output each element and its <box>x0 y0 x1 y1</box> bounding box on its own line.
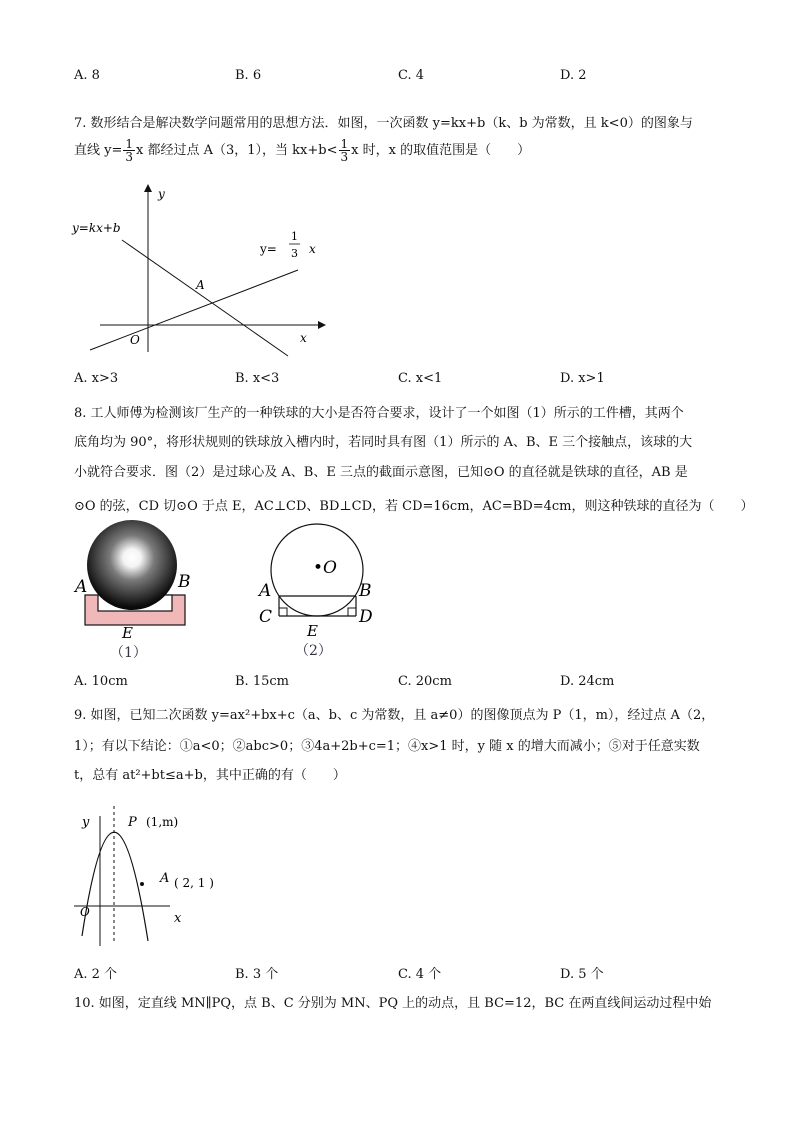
q7-option-d: D. x>1 <box>560 371 605 386</box>
fig2-label-e: E <box>307 622 318 640</box>
fig2-label-c: C <box>259 607 273 627</box>
right-angle-c <box>279 608 287 616</box>
q7-third-x-den: 3 <box>291 247 298 260</box>
q9-point-a-coord: ( 2, 1 ) <box>174 876 214 890</box>
q7-graph <box>60 180 340 360</box>
q7-point-a-label: A <box>196 278 205 292</box>
q9-graph <box>70 796 310 956</box>
q7-origin-label: O <box>130 333 140 347</box>
q6-option-b: B. 6 <box>235 68 262 83</box>
q10-text-line1: 10. 如图，定直线 MN∥PQ，点 B、C 分别为 MN、PQ 上的动点，且 BC=12，BC 在两直线间运动过程中始 <box>74 996 712 1011</box>
fig1-label-e: E <box>122 624 133 642</box>
fig2-caption: （2） <box>295 643 332 659</box>
q8-text-line2: 底角均为 90°，将形状规则的铁球放入槽内时，若同时具有图（1）所示的 A、B、E 三个接触点，该球的大 <box>74 435 693 450</box>
q7-third-x-label-b: x <box>309 242 316 256</box>
fraction-one-third: $\frac{1}{3}$ <box>125 137 134 164</box>
q7-third-x-num: 1 <box>291 230 298 243</box>
fig1-label-b: B <box>178 572 191 592</box>
q7-option-a: A. x>3 <box>74 371 119 386</box>
fig2-label-o: •O <box>313 558 337 578</box>
q9-point-p-coord: (1,m) <box>146 815 179 829</box>
q7-text-line1: 7. 数形结合是解决数学问题常用的思想方法．如图，一次函数 y=kx+b（k、b 为常数，且 k<0）的图象与 <box>74 116 693 131</box>
q7-x-label: x <box>300 331 307 345</box>
q8-option-d: D. 24cm <box>560 674 615 689</box>
q9-parabola <box>82 832 148 941</box>
q7-option-b: B. x<3 <box>235 371 280 386</box>
q8-option-c: C. 20cm <box>398 674 452 689</box>
q6-option-c: C. 4 <box>398 68 425 83</box>
q9-option-a: A. 2 个 <box>74 967 118 982</box>
q7-line-kx-b <box>122 240 288 356</box>
q8-text-line4: ⊙O 的弦，CD 切⊙O 于点 E，AC⊥CD、BD⊥CD，若 CD=16cm，AC=BD=4cm，则这种铁球的直径为（ ） <box>74 499 754 514</box>
iron-ball <box>87 520 177 610</box>
q8-text-line1: 8. 工人师傅为检测该厂生产的一种铁球的大小是否符合要求，设计了一个如图（1）所示的工件槽，其两个 <box>74 406 684 421</box>
fig1-label-a: A <box>75 577 88 597</box>
q9-point-p-label: P <box>128 815 137 830</box>
q7-third-x-label-a: y= <box>260 242 277 256</box>
q8-option-a: A. 10cm <box>74 674 128 689</box>
q9-point-a-label: A <box>160 871 170 886</box>
fig2-label-a: A <box>259 581 272 601</box>
q9-option-d: D. 5 个 <box>560 967 604 982</box>
fig1-caption: （1） <box>110 645 147 661</box>
fraction-one-third-2: $\frac{1}{3}$ <box>340 137 349 164</box>
fig2-label-b: B <box>359 581 372 601</box>
q7-line-third-x <box>90 270 298 350</box>
q7-text-line2: 直线 y= $\frac{1}{3}$ x 都经过点 A（3，1），当 kx+b< $\frac{1}{3}$ x 时，x 的取值范围是（ ） <box>74 137 531 164</box>
q7-option-c: C. x<1 <box>398 371 443 386</box>
fig2-label-d: D <box>359 607 373 627</box>
q8-figure-2 <box>255 518 385 663</box>
q9-text-line3: t，总有 at²+bt≤a+b，其中正确的有（ ） <box>74 768 346 783</box>
q8-figure-1 <box>70 520 210 665</box>
q7-y-label: y <box>158 187 165 201</box>
q7-kx-b-label: y=kx+b <box>72 221 121 235</box>
q6-option-d: D. 2 <box>560 68 587 83</box>
q8-text-line3: 小就符合要求．图（2）是过球心及 A、B、E 三点的截面示意图，已知⊙O 的直径就是铁球的直径，AB 是 <box>74 465 688 480</box>
q9-y-label: y <box>82 815 90 830</box>
q9-origin-label: O <box>80 905 90 919</box>
right-angle-d <box>348 608 356 616</box>
q9-text-line2: 1）；有以下结论：①a<0；②abc>0；③4a+2b+c=1；④x>1 时，y 随 x 的增大而减小；⑤对于任意实数 <box>74 739 700 754</box>
q9-option-c: C. 4 个 <box>398 967 442 982</box>
q8-option-b: B. 15cm <box>235 674 289 689</box>
q9-option-b: B. 3 个 <box>235 967 279 982</box>
q7-y-arrow <box>144 184 152 192</box>
q6-option-a: A. 8 <box>74 68 100 83</box>
q7-x-arrow <box>318 321 326 329</box>
q9-x-label: x <box>174 911 182 926</box>
q9-text-line1: 9. 如图，已知二次函数 y=ax²+bx+c（a、b、c 为常数，且 a≠0）的图像顶点为 P（1，m），经过点 A（2， <box>74 708 715 723</box>
q9-point-a <box>140 882 144 886</box>
